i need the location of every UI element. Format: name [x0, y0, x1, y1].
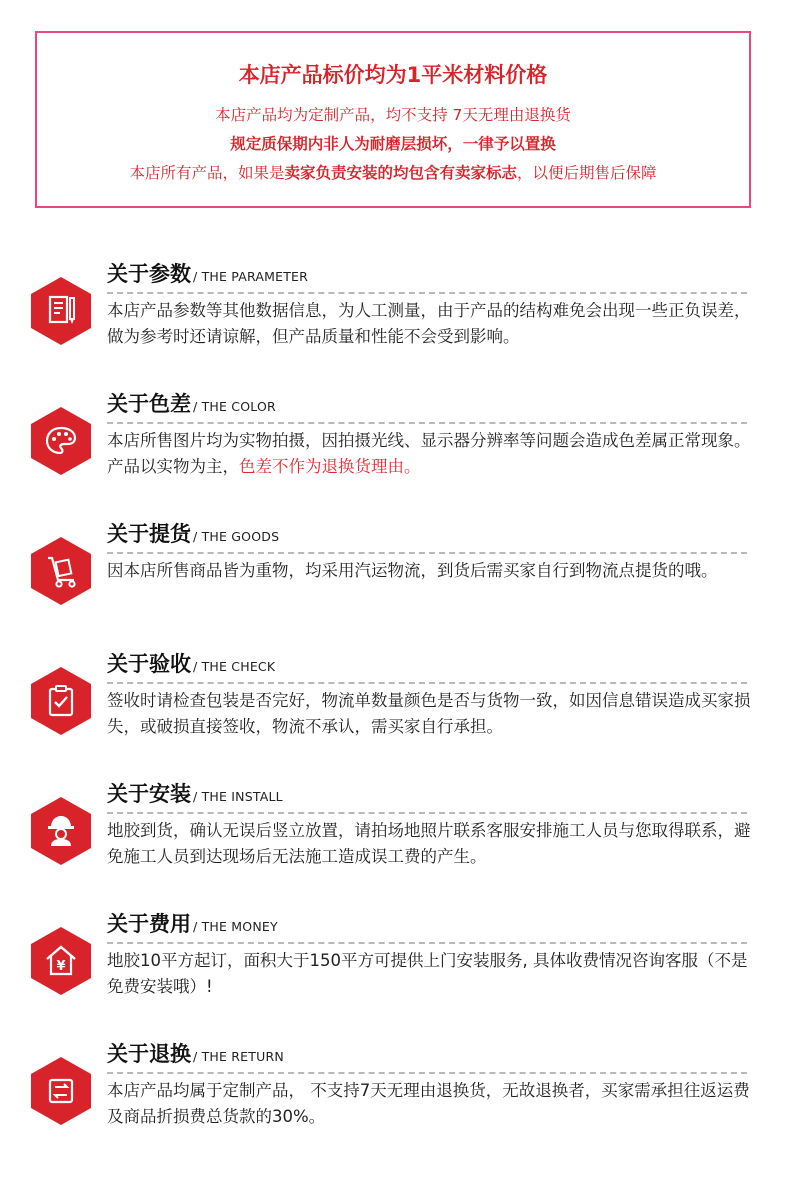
- section-subtitle: / THE CHECK: [193, 659, 276, 674]
- section-body: [107, 428, 757, 480]
- section-subtitle: / THE RETURN: [193, 1049, 284, 1064]
- section-subtitle: / THE GOODS: [193, 529, 280, 544]
- section-body: 地胶到货，确认无误后竖立放置，请拍场地照片联系客服安排施工人员与您取得联系，避免施工人员到达现场后无法施工造成误工费的产生。: [107, 821, 751, 866]
- notice-line-install-post: ，以便后期售后保障: [517, 164, 657, 182]
- section-heading: [107, 908, 278, 943]
- section-body: 因本店所售商品皆为重物，均采用汽运物流，到货后需买家自行到物流点提货的哦。: [107, 561, 718, 580]
- section-heading: [107, 518, 279, 553]
- notice-line-install-bold: 卖家负责安装的均包含有卖家标志: [284, 164, 517, 182]
- svg-text:¥: ¥: [56, 959, 66, 974]
- section-subtitle: / THE PARAMETER: [193, 269, 309, 284]
- section-subtitle: / THE MONEY: [193, 919, 278, 934]
- section-title: 关于色差: [107, 392, 191, 416]
- section-title: 关于参数: [107, 262, 191, 286]
- section-goods: [0, 518, 790, 638]
- section-subtitle: / THE INSTALL: [193, 789, 283, 804]
- section-title: 关于费用: [107, 912, 191, 936]
- dashed-divider: [107, 1072, 747, 1074]
- notice-line-custom: 本店产品均为定制产品，均不支持 7天无理由退换货: [215, 106, 571, 124]
- section-heading: [107, 388, 276, 423]
- dashed-divider: [107, 422, 747, 424]
- section-body: 本店产品参数等其他数据信息，为人工测量，由于产品的结构难免会出现一些正负误差，做为参考时还请谅解，但产品质量和性能不会受到影响。: [107, 301, 751, 346]
- notice-box: [35, 31, 751, 208]
- section-install: [0, 778, 790, 898]
- dashed-divider: [107, 552, 747, 554]
- section-body: 本店产品均属于定制产品， 不支持7天无理由退换货，无故退换者，买家需承担往返运费及商品折损费总货款的30%。: [107, 1081, 750, 1126]
- section-return: [0, 1038, 790, 1158]
- clipboard-check-icon: [30, 666, 92, 736]
- section-title: 关于退换: [107, 1042, 191, 1066]
- section-heading: [107, 1038, 284, 1073]
- notice-line-install-pre: 本店所有产品，如果是: [129, 164, 285, 182]
- exchange-arrows-icon: [30, 1056, 92, 1126]
- worker-helmet-icon: [30, 796, 92, 866]
- palette-icon: [30, 406, 92, 476]
- dashed-divider: [107, 942, 747, 944]
- section-body-highlight: 色差不作为退换货理由。: [239, 457, 421, 476]
- section-body-text: 本店所售图片均为实物拍摄，因拍摄光线、显示器分辨率等问题会造成色差属正常现象。产品以实物为主，: [107, 431, 751, 476]
- section-parameter: [0, 258, 790, 378]
- section-body: 签收时请检查包装是否完好，物流单数量颜色是否与货物一致，如因信息错误造成买家损失，或破损直接签收，物流不承认，需买家自行承担。: [107, 691, 751, 736]
- section-heading: [107, 648, 275, 683]
- section-heading: [107, 258, 308, 293]
- notice-line-install: [37, 161, 749, 185]
- section-color: [0, 388, 790, 508]
- notice-line-warranty: 规定质保期内非人为耐磨层损坏，一律予以置换: [230, 135, 556, 153]
- section-money: [0, 908, 790, 1028]
- section-check: [0, 648, 790, 768]
- section-body: 地胶10平方起订，面积大于150平方可提供上门安装服务, 具体收费情况咨询客服（不是免费安装哦）!: [107, 951, 748, 996]
- notice-title: 本店产品标价均为1平米材料价格: [238, 63, 548, 87]
- house-yen-icon: [30, 926, 92, 996]
- section-title: 关于安装: [107, 782, 191, 806]
- section-subtitle: / THE COLOR: [193, 399, 276, 414]
- dashed-divider: [107, 682, 747, 684]
- section-title: 关于提货: [107, 522, 191, 546]
- section-heading: [107, 778, 283, 813]
- dashed-divider: [107, 812, 747, 814]
- document-pencil-icon: [30, 276, 92, 346]
- dashed-divider: [107, 292, 747, 294]
- section-title: 关于验收: [107, 652, 191, 676]
- hand-truck-icon: [30, 536, 92, 606]
